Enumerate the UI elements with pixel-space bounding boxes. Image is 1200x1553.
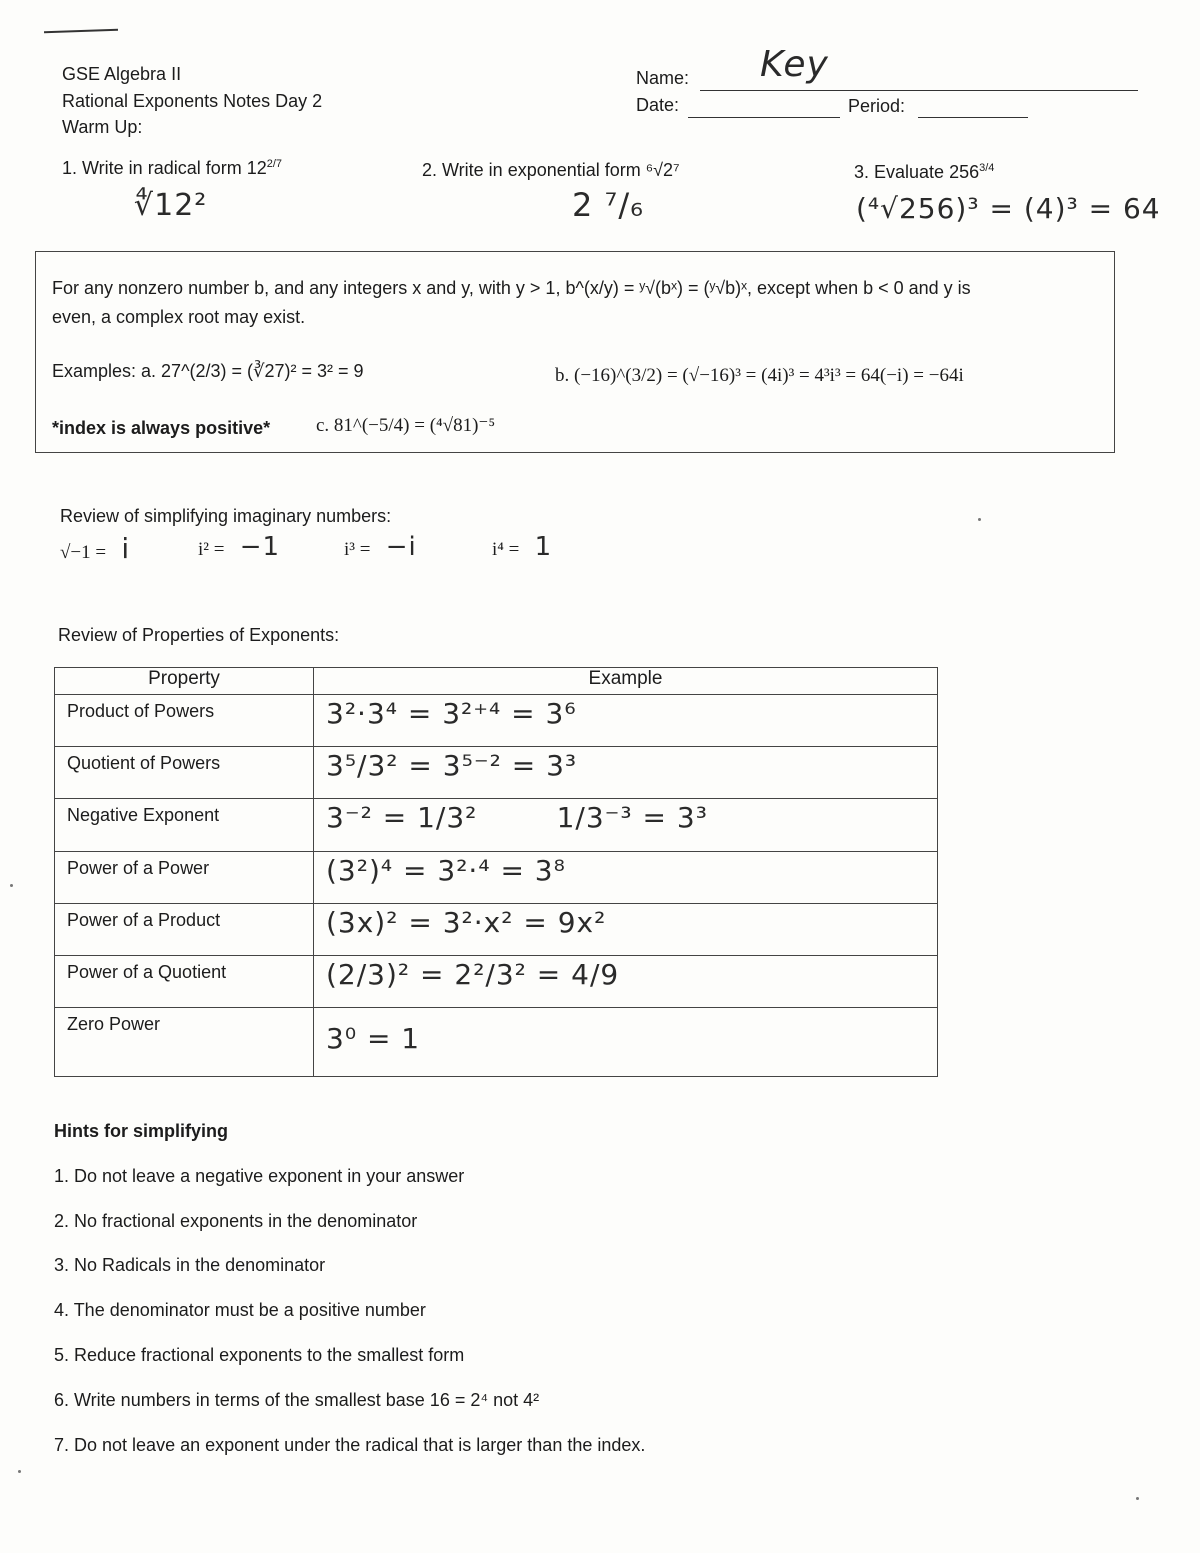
property-cell: Power of a Quotient (55, 956, 314, 1008)
table-row (55, 903, 938, 955)
table-row (55, 747, 938, 799)
example-a: Examples: a. 27^(2/3) = (∛27)² = 3² = 9 (52, 361, 364, 381)
example-cell: 3⁵/3² = 3⁵⁻² = 3³ (314, 747, 938, 799)
example-cell: (3²)⁴ = 3²·⁴ = 3⁸ (314, 851, 938, 903)
warmup-q3-answer: (⁴√256)³ = (4)³ = 64 (856, 192, 1161, 225)
example-c: c. 81^(−5/4) = (⁴√81)⁻⁵ (316, 415, 496, 436)
property-cell: Product of Powers (55, 695, 314, 747)
table-row (55, 956, 938, 1008)
table-row (55, 799, 938, 851)
example-cell: 3²·3⁴ = 3²⁺⁴ = 3⁶ (314, 695, 938, 747)
col-example: Example (314, 668, 938, 695)
hint-item: 2. No fractional exponents in the denominator (54, 1211, 418, 1231)
rule-line-2: even, a complex root may exist. (52, 307, 306, 327)
example-cell: (2/3)² = 2²/3² = 4/9 (314, 956, 938, 1008)
property-cell: Power of a Product (55, 903, 314, 955)
property-cell: Negative Exponent (55, 799, 314, 851)
warmup-q1: 1. Write in radical form $12^{2/7}$ (62, 158, 283, 178)
imaginary-item-sqrt: √−1 = i (60, 532, 131, 565)
property-cell: Quotient of Powers (55, 747, 314, 799)
scan-dot (1136, 1497, 1139, 1500)
name-label: Name: (636, 68, 690, 88)
page-title: Rational Exponents Notes Day 2 (62, 91, 323, 111)
date-field-line[interactable] (688, 117, 840, 118)
property-cell: Power of a Power (55, 851, 314, 903)
hint-item: 7. Do not leave an exponent under the radical that is larger than the index. (54, 1435, 646, 1455)
warmup-q2: 2. Write in exponential form ⁶√2⁷ (422, 160, 680, 180)
warmup-q1-answer: ∜12² (134, 188, 208, 223)
imaginary-item-i2: i² = −1 (198, 532, 281, 562)
properties-heading: Review of Properties of Exponents: (58, 625, 340, 645)
example-cell: (3x)² = 3²·x² = 9x² (314, 903, 938, 955)
hint-item: 3. No Radicals in the denominator (54, 1255, 326, 1275)
property-cell: Zero Power (55, 1008, 314, 1077)
warmup-q2-answer: 2 ⁷/₆ (572, 186, 644, 224)
hint-item: 4. The denominator must be a positive number (54, 1300, 426, 1320)
example-cell: 3⁰ = 1 (314, 1008, 938, 1077)
period-field-line[interactable] (918, 117, 1028, 118)
table-row (55, 851, 938, 903)
hint-item: 6. Write numbers in terms of the smallest base 16 = 2⁴ not 4² (54, 1390, 540, 1410)
course-name: GSE Algebra II (62, 64, 182, 84)
example-cell: 3⁻² = 1/3² 1/3⁻³ = 3³ (314, 799, 938, 851)
imaginary-heading: Review of simplifying imaginary numbers: (60, 506, 392, 526)
imaginary-item-i4: i⁴ = 1 (492, 532, 553, 562)
scan-dot (10, 884, 13, 887)
name-field-line[interactable] (700, 90, 1138, 91)
rule-line-1: For any nonzero number b, and any integers x and y, with y > 1, b^(x/y) = ʸ√(bˣ) = (ʸ√b)ˣ, except when b < 0 and y is (52, 278, 971, 298)
scan-dot (978, 518, 981, 521)
warmup-q3: 3. Evaluate $256^{3/4}$ (854, 162, 995, 182)
properties-table (54, 667, 938, 1077)
scan-mark (44, 29, 118, 34)
col-property: Property (55, 668, 314, 695)
scan-dot (18, 1470, 21, 1473)
date-label: Date: (636, 95, 680, 115)
table-row (55, 695, 938, 747)
name-value: Key (760, 44, 829, 85)
example-b: b. (−16)^(3/2) = (√−16)³ = (4i)³ = 4³i³ = 64(−i) = −64i (555, 365, 964, 386)
hint-item: 5. Reduce fractional exponents to the smallest form (54, 1345, 465, 1365)
warmup-label: Warm Up: (62, 117, 143, 137)
table-row (55, 1008, 938, 1077)
table-header-row (55, 668, 938, 695)
hints-heading: Hints for simplifying (54, 1121, 229, 1141)
hint-item: 1. Do not leave a negative exponent in your answer (54, 1166, 465, 1186)
imaginary-item-i3: i³ = −i (344, 532, 417, 562)
period-label: Period: (848, 96, 906, 116)
index-note: *index is always positive* (52, 418, 271, 438)
